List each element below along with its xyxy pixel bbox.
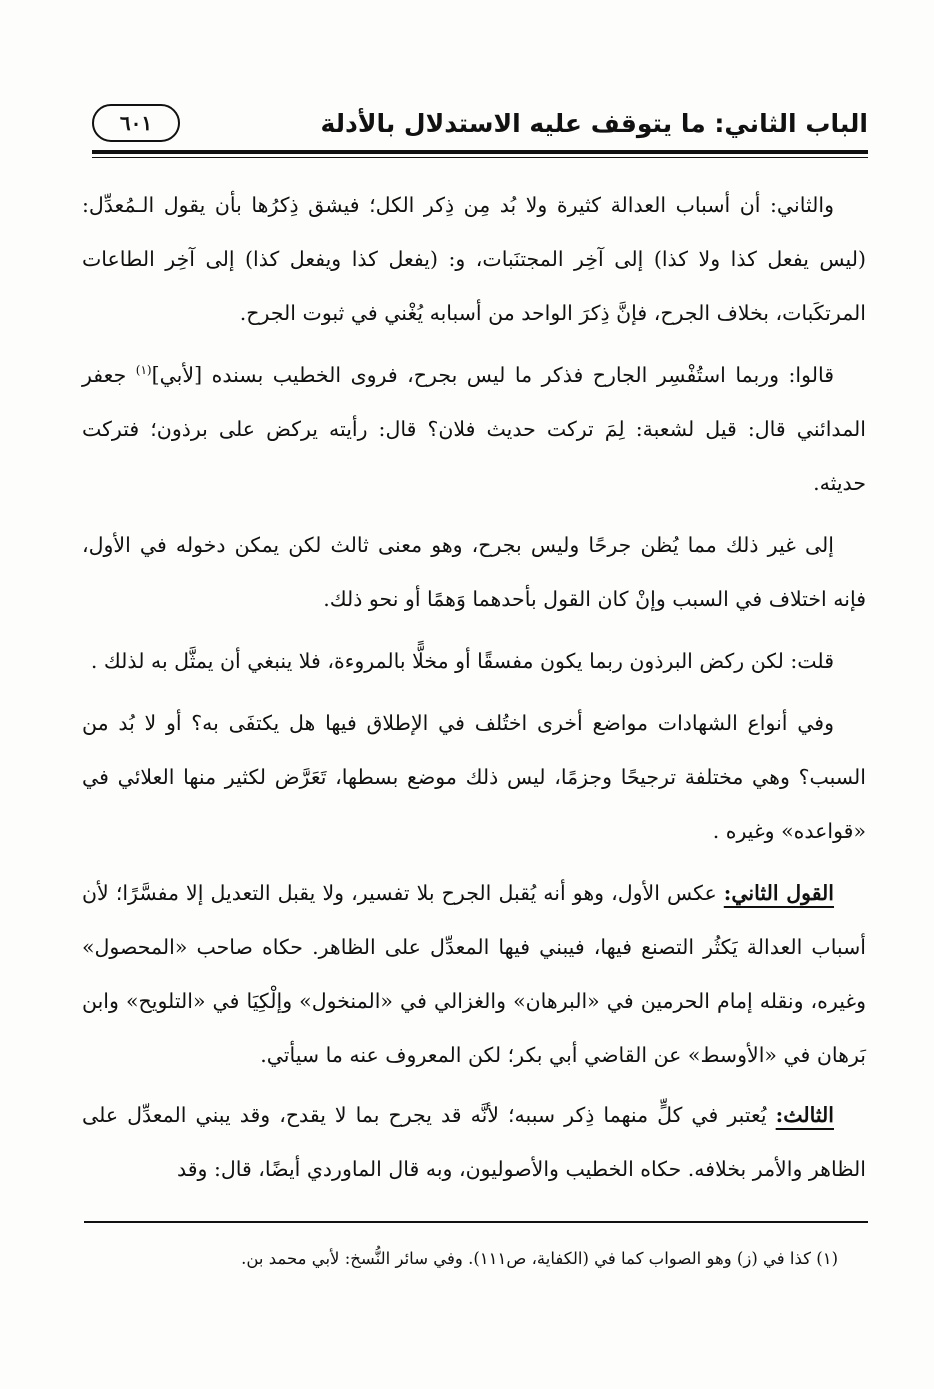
section-lead-second-opinion: القول الثاني: [723, 881, 835, 905]
paragraph-7 [82, 1088, 866, 1196]
paragraph-4: قلت: لكن ركض البرذون ربما يكون مفسقًا أو مخلًّا بالمروءة، فلا ينبغي أن يمثَّل به لذلك . [90, 649, 834, 673]
page-header [92, 92, 868, 154]
paragraph-2 [82, 348, 866, 510]
footnote-ref: (١) [135, 363, 152, 378]
paragraph-5: وفي أنواع الشهادات مواضع أخرى اختُلف في الإطلاق فيها هل يكتفَى به؟ أو لا بُد من السبب؟ وهي مختلفة ترجيحًا وجزمًا، ليس ذلك موضع بسطها، تَعَرَّض لكثير منها العلائي في «قواعده» وغيره . [82, 711, 866, 843]
main-text [82, 178, 866, 1202]
paragraph-1: والثاني: أن أسباب العدالة كثيرة ولا بُد مِن ذِكر الكل؛ فيشق ذِكرُها بأن يقول الـمُعدِّل: (ليس يفعل كذا ولا كذا) إلى آخِر المجتنَبات، و: (يفعل كذا ويفعل كذا) إلى آخِر الطاعات المرتكَبات، بخلاف الجرح، فإنَّ ذِكرَ الواحد من أسبابه يُغْني في ثبوت الجرح. [82, 193, 866, 325]
paragraph-3: إلى غير ذلك مما يُظن جرحًا وليس بجرح، وهو معنى ثالث لكن يمكن دخوله في الأول، فإنه اختلاف في السبب وإنْ كان القول بأحدهما وَهمًا أو نحو ذلك. [82, 533, 866, 611]
paragraph-7-text: يُعتبر في كلٍّ منهما ذِكر سببه؛ لأنَّه قد يجرح بما لا يقدح، وقد يبني المعدِّل على الظاهر والأمر بخلافه. حكاه الخطيب والأصوليون، وبه قال الماوردي أيضًا، قال: وقد [82, 1103, 866, 1181]
running-title: الباب الثاني: ما يتوقف عليه الاستدلال بالأدلة [320, 108, 868, 138]
footnote: (١) كذا في (ز) وهو الصواب كما في (الكفاية، ص١١١). وفي سائر النُّسخ: لأبي محمد بن. [241, 1249, 838, 1268]
paragraph-2-text-b: جعفر المدائني قال: قيل لشعبة: لِمَ تركت حديث فلان؟ قال: رأيته يركض على برذون؛ فتركت حديثه. [82, 363, 866, 495]
page-number-badge: ٦٠١ [92, 104, 180, 142]
section-lead-third-opinion: الثالث: [775, 1103, 834, 1127]
paragraph-6-text: عكس الأول، وهو أنه يُقبل الجرح بلا تفسير، ولا يقبل التعديل إلا مفسَّرًا؛ لأن أسباب العدالة يَكثُر التصنع فيها، فيبني فيها المعدِّل على الظاهر. حكاه صاحب «المحصول» وغيره، ونقله إمام الحرمين في «البرهان» والغزالي في «المنخول» وإلْكِيَا في «التلويح» وابن بَرهان في «الأوسط» عن القاضي أبي بكر؛ لكن المعروف عنه ما سيأتي. [82, 881, 866, 1067]
paragraph-2-text-a: قالوا: وربما استُفْسِر الجارح فذكر ما ليس بجرح، فروى الخطيب بسنده [لأبي] [151, 363, 834, 387]
paragraph-6 [82, 866, 866, 1082]
header-rule [92, 150, 868, 154]
footnote-separator [84, 1221, 868, 1223]
